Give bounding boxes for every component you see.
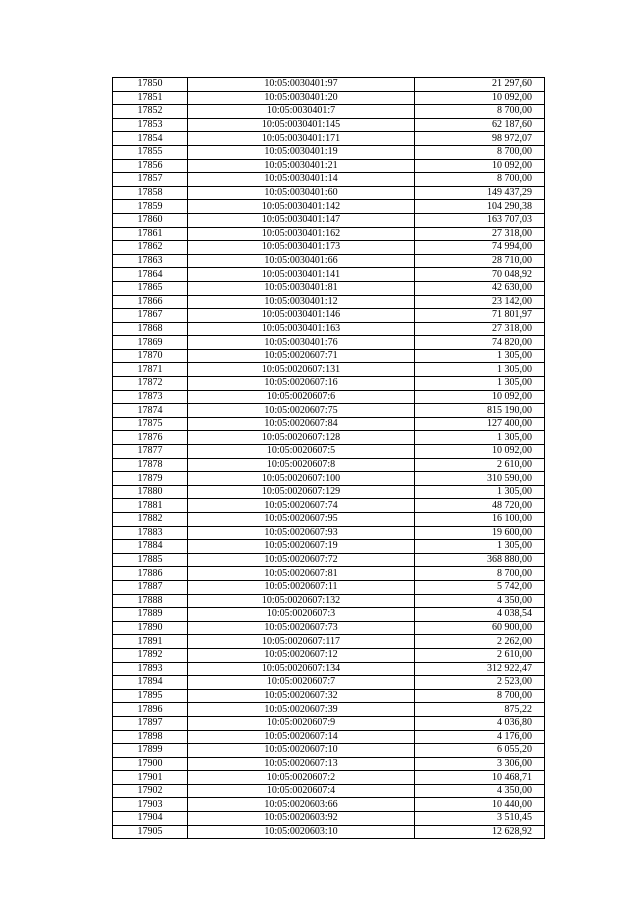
table-row bbox=[113, 241, 545, 255]
amount-cell: 42 630,00 bbox=[415, 281, 545, 295]
table-row bbox=[113, 771, 545, 785]
amount-cell: 8 700,00 bbox=[415, 105, 545, 119]
row-number-cell: 17870 bbox=[113, 349, 188, 363]
amount-cell: 2 523,00 bbox=[415, 676, 545, 690]
amount-cell: 3 510,45 bbox=[415, 812, 545, 826]
table-row bbox=[113, 825, 545, 839]
row-number-cell: 17904 bbox=[113, 812, 188, 826]
table-row bbox=[113, 309, 545, 323]
cadastral-number-cell: 10:05:0020607:93 bbox=[188, 526, 415, 540]
cadastral-number-cell: 10:05:0020607:129 bbox=[188, 485, 415, 499]
cadastral-number-cell: 10:05:0020607:73 bbox=[188, 621, 415, 635]
cadastral-number-cell: 10:05:0020607:32 bbox=[188, 689, 415, 703]
amount-cell: 10 440,00 bbox=[415, 798, 545, 812]
row-number-cell: 17876 bbox=[113, 431, 188, 445]
row-number-cell: 17887 bbox=[113, 580, 188, 594]
cadastral-number-cell: 10:05:0020607:128 bbox=[188, 431, 415, 445]
cadastral-number-cell: 10:05:0020607:4 bbox=[188, 784, 415, 798]
table-row bbox=[113, 730, 545, 744]
table-row bbox=[113, 594, 545, 608]
amount-cell: 12 628,92 bbox=[415, 825, 545, 839]
table-row bbox=[113, 621, 545, 635]
table-row bbox=[113, 580, 545, 594]
row-number-cell: 17875 bbox=[113, 417, 188, 431]
row-number-cell: 17890 bbox=[113, 621, 188, 635]
table-row bbox=[113, 757, 545, 771]
amount-cell: 104 290,38 bbox=[415, 200, 545, 214]
table-row bbox=[113, 744, 545, 758]
row-number-cell: 17861 bbox=[113, 227, 188, 241]
cadastral-number-cell: 10:05:0020607:2 bbox=[188, 771, 415, 785]
row-number-cell: 17893 bbox=[113, 662, 188, 676]
cadastral-number-cell: 10:05:0020607:132 bbox=[188, 594, 415, 608]
table-row bbox=[113, 608, 545, 622]
cadastral-number-cell: 10:05:0030401:147 bbox=[188, 213, 415, 227]
table-row bbox=[113, 485, 545, 499]
amount-cell: 1 305,00 bbox=[415, 431, 545, 445]
row-number-cell: 17865 bbox=[113, 281, 188, 295]
table-row bbox=[113, 445, 545, 459]
amount-cell: 10 092,00 bbox=[415, 91, 545, 105]
cadastral-number-cell: 10:05:0020607:11 bbox=[188, 580, 415, 594]
cadastral-number-cell: 10:05:0020607:7 bbox=[188, 676, 415, 690]
cadastral-number-cell: 10:05:0020607:3 bbox=[188, 608, 415, 622]
amount-cell: 2 262,00 bbox=[415, 635, 545, 649]
amount-cell: 28 710,00 bbox=[415, 254, 545, 268]
table-row bbox=[113, 363, 545, 377]
table-row bbox=[113, 676, 545, 690]
row-number-cell: 17900 bbox=[113, 757, 188, 771]
table-row bbox=[113, 648, 545, 662]
amount-cell: 19 600,00 bbox=[415, 526, 545, 540]
amount-cell: 70 048,92 bbox=[415, 268, 545, 282]
table-row bbox=[113, 662, 545, 676]
cadastral-number-cell: 10:05:0020607:9 bbox=[188, 716, 415, 730]
table-row bbox=[113, 118, 545, 132]
amount-cell: 16 100,00 bbox=[415, 513, 545, 527]
amount-cell: 815 190,00 bbox=[415, 404, 545, 418]
cadastral-number-cell: 10:05:0020603:92 bbox=[188, 812, 415, 826]
cadastral-number-cell: 10:05:0020607:117 bbox=[188, 635, 415, 649]
amount-cell: 1 305,00 bbox=[415, 349, 545, 363]
row-number-cell: 17850 bbox=[113, 78, 188, 92]
table-row bbox=[113, 390, 545, 404]
row-number-cell: 17852 bbox=[113, 105, 188, 119]
amount-cell: 74 994,00 bbox=[415, 241, 545, 255]
cadastral-number-cell: 10:05:0030401:141 bbox=[188, 268, 415, 282]
amount-cell: 10 092,00 bbox=[415, 390, 545, 404]
table-row bbox=[113, 213, 545, 227]
cadastral-number-cell: 10:05:0020607:95 bbox=[188, 513, 415, 527]
table-row bbox=[113, 513, 545, 527]
row-number-cell: 17872 bbox=[113, 377, 188, 391]
table-row bbox=[113, 689, 545, 703]
cadastral-number-cell: 10:05:0030401:60 bbox=[188, 186, 415, 200]
row-number-cell: 17855 bbox=[113, 145, 188, 159]
row-number-cell: 17864 bbox=[113, 268, 188, 282]
amount-cell: 10 092,00 bbox=[415, 445, 545, 459]
cadastral-number-cell: 10:05:0030401:76 bbox=[188, 336, 415, 350]
table-row bbox=[113, 227, 545, 241]
cadastral-number-cell: 10:05:0030401:21 bbox=[188, 159, 415, 173]
amount-cell: 2 610,00 bbox=[415, 458, 545, 472]
row-number-cell: 17905 bbox=[113, 825, 188, 839]
amount-cell: 3 306,00 bbox=[415, 757, 545, 771]
row-number-cell: 17874 bbox=[113, 404, 188, 418]
cadastral-number-cell: 10:05:0020607:71 bbox=[188, 349, 415, 363]
amount-cell: 27 318,00 bbox=[415, 227, 545, 241]
row-number-cell: 17884 bbox=[113, 540, 188, 554]
cadastral-number-cell: 10:05:0020607:6 bbox=[188, 390, 415, 404]
row-number-cell: 17859 bbox=[113, 200, 188, 214]
amount-cell: 368 880,00 bbox=[415, 553, 545, 567]
cadastral-number-cell: 10:05:0020607:12 bbox=[188, 648, 415, 662]
row-number-cell: 17858 bbox=[113, 186, 188, 200]
amount-cell: 8 700,00 bbox=[415, 173, 545, 187]
row-number-cell: 17873 bbox=[113, 390, 188, 404]
cadastral-number-cell: 10:05:0030401:19 bbox=[188, 145, 415, 159]
cadastral-number-cell: 10:05:0020607:10 bbox=[188, 744, 415, 758]
amount-cell: 312 922,47 bbox=[415, 662, 545, 676]
amount-cell: 4 350,00 bbox=[415, 594, 545, 608]
row-number-cell: 17894 bbox=[113, 676, 188, 690]
table-row bbox=[113, 336, 545, 350]
row-number-cell: 17901 bbox=[113, 771, 188, 785]
table-row bbox=[113, 295, 545, 309]
amount-cell: 21 297,60 bbox=[415, 78, 545, 92]
row-number-cell: 17862 bbox=[113, 241, 188, 255]
row-number-cell: 17885 bbox=[113, 553, 188, 567]
cadastral-number-cell: 10:05:0020607:14 bbox=[188, 730, 415, 744]
cadastral-number-cell: 10:05:0030401:163 bbox=[188, 322, 415, 336]
table-row bbox=[113, 431, 545, 445]
cadastral-number-cell: 10:05:0030401:14 bbox=[188, 173, 415, 187]
row-number-cell: 17866 bbox=[113, 295, 188, 309]
amount-cell: 163 707,03 bbox=[415, 213, 545, 227]
amount-cell: 2 610,00 bbox=[415, 648, 545, 662]
row-number-cell: 17882 bbox=[113, 513, 188, 527]
row-number-cell: 17863 bbox=[113, 254, 188, 268]
amount-cell: 1 305,00 bbox=[415, 377, 545, 391]
amount-cell: 10 092,00 bbox=[415, 159, 545, 173]
table-row bbox=[113, 499, 545, 513]
cadastral-number-cell: 10:05:0020607:19 bbox=[188, 540, 415, 554]
row-number-cell: 17867 bbox=[113, 309, 188, 323]
table-row bbox=[113, 268, 545, 282]
row-number-cell: 17897 bbox=[113, 716, 188, 730]
row-number-cell: 17871 bbox=[113, 363, 188, 377]
cadastral-number-cell: 10:05:0020607:131 bbox=[188, 363, 415, 377]
amount-cell: 23 142,00 bbox=[415, 295, 545, 309]
cadastral-number-cell: 10:05:0020607:134 bbox=[188, 662, 415, 676]
row-number-cell: 17868 bbox=[113, 322, 188, 336]
cadastral-number-cell: 10:05:0020607:74 bbox=[188, 499, 415, 513]
table-row bbox=[113, 812, 545, 826]
row-number-cell: 17886 bbox=[113, 567, 188, 581]
cadastral-number-cell: 10:05:0030401:173 bbox=[188, 241, 415, 255]
cadastral-number-cell: 10:05:0020603:66 bbox=[188, 798, 415, 812]
row-number-cell: 17851 bbox=[113, 91, 188, 105]
cadastral-number-cell: 10:05:0030401:171 bbox=[188, 132, 415, 146]
table-row bbox=[113, 703, 545, 717]
cadastral-number-cell: 10:05:0020607:84 bbox=[188, 417, 415, 431]
row-number-cell: 17898 bbox=[113, 730, 188, 744]
amount-cell: 98 972,07 bbox=[415, 132, 545, 146]
cadastral-number-cell: 10:05:0030401:146 bbox=[188, 309, 415, 323]
table-row bbox=[113, 540, 545, 554]
table-row bbox=[113, 186, 545, 200]
cadastral-number-cell: 10:05:0020607:100 bbox=[188, 472, 415, 486]
amount-cell: 127 400,00 bbox=[415, 417, 545, 431]
table-row bbox=[113, 798, 545, 812]
row-number-cell: 17857 bbox=[113, 173, 188, 187]
table-row bbox=[113, 322, 545, 336]
cadastral-number-cell: 10:05:0020607:39 bbox=[188, 703, 415, 717]
row-number-cell: 17896 bbox=[113, 703, 188, 717]
table-row bbox=[113, 173, 545, 187]
table-row bbox=[113, 349, 545, 363]
table-row bbox=[113, 132, 545, 146]
cadastral-number-cell: 10:05:0030401:142 bbox=[188, 200, 415, 214]
row-number-cell: 17891 bbox=[113, 635, 188, 649]
row-number-cell: 17856 bbox=[113, 159, 188, 173]
row-number-cell: 17860 bbox=[113, 213, 188, 227]
table-row bbox=[113, 377, 545, 391]
cadastral-number-cell: 10:05:0030401:7 bbox=[188, 105, 415, 119]
table-row bbox=[113, 635, 545, 649]
amount-cell: 4 038,54 bbox=[415, 608, 545, 622]
cadastral-number-cell: 10:05:0030401:12 bbox=[188, 295, 415, 309]
cadastral-number-cell: 10:05:0020603:10 bbox=[188, 825, 415, 839]
cadastral-number-cell: 10:05:0030401:145 bbox=[188, 118, 415, 132]
row-number-cell: 17854 bbox=[113, 132, 188, 146]
cadastral-number-cell: 10:05:0020607:8 bbox=[188, 458, 415, 472]
cadastral-number-cell: 10:05:0030401:162 bbox=[188, 227, 415, 241]
row-number-cell: 17902 bbox=[113, 784, 188, 798]
table-row bbox=[113, 716, 545, 730]
table-row bbox=[113, 472, 545, 486]
row-number-cell: 17888 bbox=[113, 594, 188, 608]
table-row bbox=[113, 553, 545, 567]
row-number-cell: 17869 bbox=[113, 336, 188, 350]
amount-cell: 10 468,71 bbox=[415, 771, 545, 785]
cadastral-number-cell: 10:05:0020607:5 bbox=[188, 445, 415, 459]
amount-cell: 4 176,00 bbox=[415, 730, 545, 744]
amount-cell: 48 720,00 bbox=[415, 499, 545, 513]
amount-cell: 5 742,00 bbox=[415, 580, 545, 594]
table-row bbox=[113, 417, 545, 431]
row-number-cell: 17899 bbox=[113, 744, 188, 758]
cadastral-value-table bbox=[112, 77, 545, 839]
amount-cell: 71 801,97 bbox=[415, 309, 545, 323]
row-number-cell: 17880 bbox=[113, 485, 188, 499]
amount-cell: 8 700,00 bbox=[415, 145, 545, 159]
table-row bbox=[113, 200, 545, 214]
amount-cell: 8 700,00 bbox=[415, 567, 545, 581]
table-row bbox=[113, 281, 545, 295]
table-row bbox=[113, 526, 545, 540]
table-row bbox=[113, 91, 545, 105]
cadastral-number-cell: 10:05:0020607:72 bbox=[188, 553, 415, 567]
cadastral-number-cell: 10:05:0020607:75 bbox=[188, 404, 415, 418]
table-row bbox=[113, 254, 545, 268]
amount-cell: 74 820,00 bbox=[415, 336, 545, 350]
row-number-cell: 17895 bbox=[113, 689, 188, 703]
table-row bbox=[113, 78, 545, 92]
row-number-cell: 17878 bbox=[113, 458, 188, 472]
table-row bbox=[113, 458, 545, 472]
table-row bbox=[113, 145, 545, 159]
cadastral-number-cell: 10:05:0020607:13 bbox=[188, 757, 415, 771]
table-row bbox=[113, 105, 545, 119]
amount-cell: 1 305,00 bbox=[415, 363, 545, 377]
amount-cell: 60 900,00 bbox=[415, 621, 545, 635]
amount-cell: 27 318,00 bbox=[415, 322, 545, 336]
cadastral-number-cell: 10:05:0030401:66 bbox=[188, 254, 415, 268]
row-number-cell: 17879 bbox=[113, 472, 188, 486]
amount-cell: 62 187,60 bbox=[415, 118, 545, 132]
amount-cell: 1 305,00 bbox=[415, 540, 545, 554]
cadastral-number-cell: 10:05:0020607:16 bbox=[188, 377, 415, 391]
amount-cell: 875,22 bbox=[415, 703, 545, 717]
row-number-cell: 17889 bbox=[113, 608, 188, 622]
table-row bbox=[113, 404, 545, 418]
table-row bbox=[113, 567, 545, 581]
row-number-cell: 17892 bbox=[113, 648, 188, 662]
row-number-cell: 17883 bbox=[113, 526, 188, 540]
amount-cell: 6 055,20 bbox=[415, 744, 545, 758]
row-number-cell: 17853 bbox=[113, 118, 188, 132]
table-row bbox=[113, 159, 545, 173]
table-body bbox=[113, 78, 545, 839]
cadastral-number-cell: 10:05:0030401:20 bbox=[188, 91, 415, 105]
table-row bbox=[113, 784, 545, 798]
row-number-cell: 17877 bbox=[113, 445, 188, 459]
amount-cell: 1 305,00 bbox=[415, 485, 545, 499]
amount-cell: 310 590,00 bbox=[415, 472, 545, 486]
amount-cell: 4 036,80 bbox=[415, 716, 545, 730]
row-number-cell: 17881 bbox=[113, 499, 188, 513]
row-number-cell: 17903 bbox=[113, 798, 188, 812]
amount-cell: 149 437,29 bbox=[415, 186, 545, 200]
amount-cell: 4 350,00 bbox=[415, 784, 545, 798]
amount-cell: 8 700,00 bbox=[415, 689, 545, 703]
cadastral-number-cell: 10:05:0020607:81 bbox=[188, 567, 415, 581]
cadastral-number-cell: 10:05:0030401:97 bbox=[188, 78, 415, 92]
cadastral-number-cell: 10:05:0030401:81 bbox=[188, 281, 415, 295]
